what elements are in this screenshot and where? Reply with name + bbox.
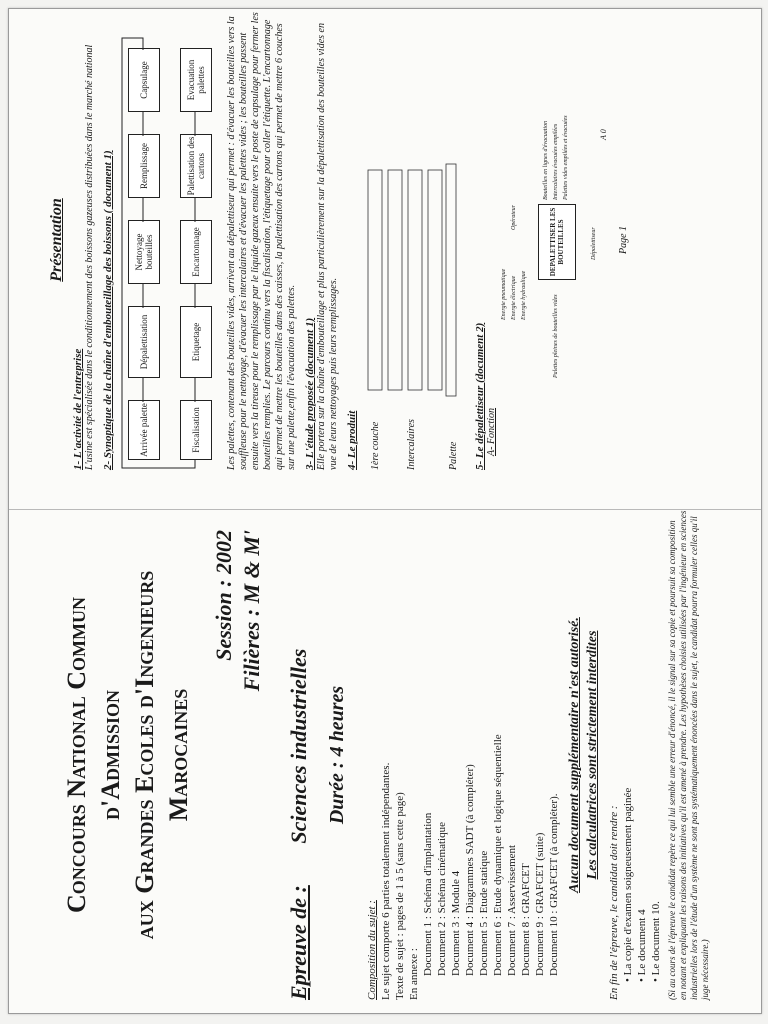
flow-box: Dépalettisation bbox=[128, 306, 160, 378]
sadt-center-box: DEPALETTISER LES BOUTEILLES bbox=[538, 204, 576, 280]
presentation-title: Présentation bbox=[48, 198, 65, 282]
document-item: Document 3 : Module 4 bbox=[450, 870, 462, 976]
section4-heading: 4- Le produit bbox=[346, 410, 358, 470]
flow-box: Capsulage bbox=[128, 48, 160, 112]
sadt-top-2: Energie électrique bbox=[511, 275, 517, 320]
label-palette: Palette bbox=[448, 441, 459, 470]
section2-heading: 2- Synoptique de la chaîne d'embouteillage des boissons ( document 1) bbox=[102, 150, 114, 470]
cover-page bbox=[60, 510, 720, 1000]
flow-box: Etiquetage bbox=[180, 306, 212, 378]
end-item: • Le document 4 bbox=[635, 510, 649, 982]
sadt-out-2: Intercalaires évacuées empilées bbox=[553, 123, 559, 200]
error-note: (Si au cours de l'épreuve le candidat repère ce qui lui semble une erreur d'énoncé, il le signal sur sa copie et poursuit sa composition en notant et expliquant les raisons des initiatives qu'il est amené à prendre. Les hypothèses choisies utilisées par l'ingénieur en sciences industrielles lors de l'étude d'un système ne sont pas systématiquement énoncées dans le sujet, le candidat pourra formuler celles qu'il juge nécessaire.) bbox=[667, 510, 710, 1000]
end-item: • Le document 10. bbox=[649, 510, 663, 982]
epreuve-value: Sciences industrielles bbox=[286, 648, 311, 844]
presentation-page bbox=[48, 10, 708, 470]
section2-text: Les palettes, contenant des bouteilles vides, arrivent au dépalettiseur qui permet : d'évacuer les bouteilles vers la souffleuse pour le nettoyage, d'évacuer les intercalaires et d'évacuer les palettes vides ; les bouteilles passent ensuite vers la tireuse pour le remplissage par le liquide gazeux ensuite vers le poste de capsulage pour fermer les bouteilles remplies. Le parcours continu vers la fiscalisation, l'étiquetage pour coller l'étiquette. L'encartonnage qui permet de mettre les bouteilles dans des caisses, la palettisation des cartons qui permet de mettre 6 couches sur une palette,enfin l'évacuation des palettes. bbox=[226, 12, 297, 470]
bottling-flow-diagram bbox=[118, 10, 222, 470]
filieres: Filières : M & M' bbox=[239, 530, 264, 692]
page-number: Page 1 bbox=[618, 225, 629, 255]
label-intercalaires: Intercalaires bbox=[406, 419, 417, 470]
sadt-top-3: Energie hydraulique bbox=[521, 270, 527, 320]
flow-box: Encartonnage bbox=[180, 220, 212, 284]
section1-heading: 1- L'activité de l'entreprise bbox=[72, 348, 84, 470]
sadt-top-4: Opérateur bbox=[511, 205, 517, 230]
sadt-top-1: Energie pneumatique bbox=[501, 268, 507, 320]
document-item: Document 1 : Schéma d'implantation bbox=[422, 812, 434, 976]
composition-line: En annexe : bbox=[408, 948, 420, 1000]
flow-box: Palettisation des cartons bbox=[180, 134, 212, 198]
flow-box: Nettoyage bouteilles bbox=[128, 220, 160, 284]
epreuve-line bbox=[286, 510, 312, 1000]
document-item: Document 9 : GRAFCET (suite) bbox=[534, 832, 546, 976]
document-item: Document 4 : Diagrammes SADT (à compléter) bbox=[464, 764, 476, 976]
no-calculators-notice: Les calculatrices sont strictement interdites bbox=[585, 630, 600, 880]
no-docs-notice: Aucun document supplémentaire n'est autorisé. bbox=[567, 617, 582, 893]
flow-box: Remplissage bbox=[128, 134, 160, 198]
pallet-sketch bbox=[358, 150, 468, 410]
document-item: Document 8 : GRAFCET bbox=[520, 863, 532, 976]
flow-box: Evacuation palettes bbox=[180, 48, 212, 112]
composition-line: Texte de sujet : pages de 1 à 5 (sans cette page) bbox=[394, 792, 406, 1000]
product-drawing bbox=[358, 10, 468, 470]
sadt-input: Palettes pleines de bouteilles vides bbox=[553, 294, 559, 378]
section3-heading: 3- L'étude proposée (document 1) bbox=[304, 317, 316, 470]
sadt-code: A 0 bbox=[599, 129, 608, 140]
sadt-out-1: Bouteilles en lignes d'évacuation bbox=[543, 120, 549, 200]
section1-text: L'usine est spécialisée dans le conditionnement des boissons gazeuses distribuées dans le marché national bbox=[84, 44, 95, 470]
contest-title-line3: aux Grandes Ecoles d'Ingenieurs bbox=[130, 570, 159, 940]
contest-title-line4: Marocaines bbox=[164, 688, 193, 822]
document-item: Document 2 : Schéma cinématique bbox=[436, 822, 448, 976]
epreuve-label: Epreuve de : bbox=[286, 885, 311, 1000]
document-item: Document 7 : Asservissement bbox=[506, 844, 518, 976]
end-items bbox=[621, 510, 663, 982]
end-heading: En fin de l'épreuve, le candidat doit rendre : bbox=[608, 805, 620, 1000]
documents-list bbox=[421, 510, 561, 976]
sadt-out-3: Palettes vides empilées et évacuées bbox=[563, 115, 569, 200]
sadt-a0 bbox=[498, 10, 618, 470]
label-first-layer: 1ère couche bbox=[370, 421, 381, 470]
contest-title-line1: Concours National Commun bbox=[62, 597, 91, 913]
section5-heading: 5- Le dépalettiseur (document 2) bbox=[474, 322, 486, 470]
composition-line: Le sujet comporte 6 parties totalement indépendantes. bbox=[380, 762, 392, 1000]
section3-text: Elle portera sur la chaîne d'embouteillage et plus particulièrement sur la dépalettisation des bouteilles vides en vue de leurs nettoyages puis leurs remplissages. bbox=[316, 23, 339, 470]
end-item: • La copie d'examen soigneusement paginée bbox=[621, 510, 635, 982]
flow-box: Fiscalisation bbox=[180, 400, 212, 460]
document-item: Document 10 : GRAFCET (à compléter). bbox=[548, 793, 560, 976]
composition-heading: Composition du sujet : bbox=[366, 900, 378, 1000]
flow-arrows bbox=[118, 30, 222, 470]
document-item: Document 5 : Etude statique bbox=[478, 850, 490, 976]
document-item: Document 6 : Etude dynamique et logique séquentielle bbox=[492, 734, 504, 976]
section5-sub: A- Fonction bbox=[486, 407, 497, 456]
flow-box: Arrivée palette bbox=[128, 400, 160, 460]
session-year: Session : 2002 bbox=[211, 530, 236, 661]
duration: Durée : 4 heures bbox=[326, 685, 348, 825]
contest-title-line2: d'Admission bbox=[96, 689, 125, 821]
sadt-bottom: Dépalettiseur bbox=[591, 227, 597, 260]
